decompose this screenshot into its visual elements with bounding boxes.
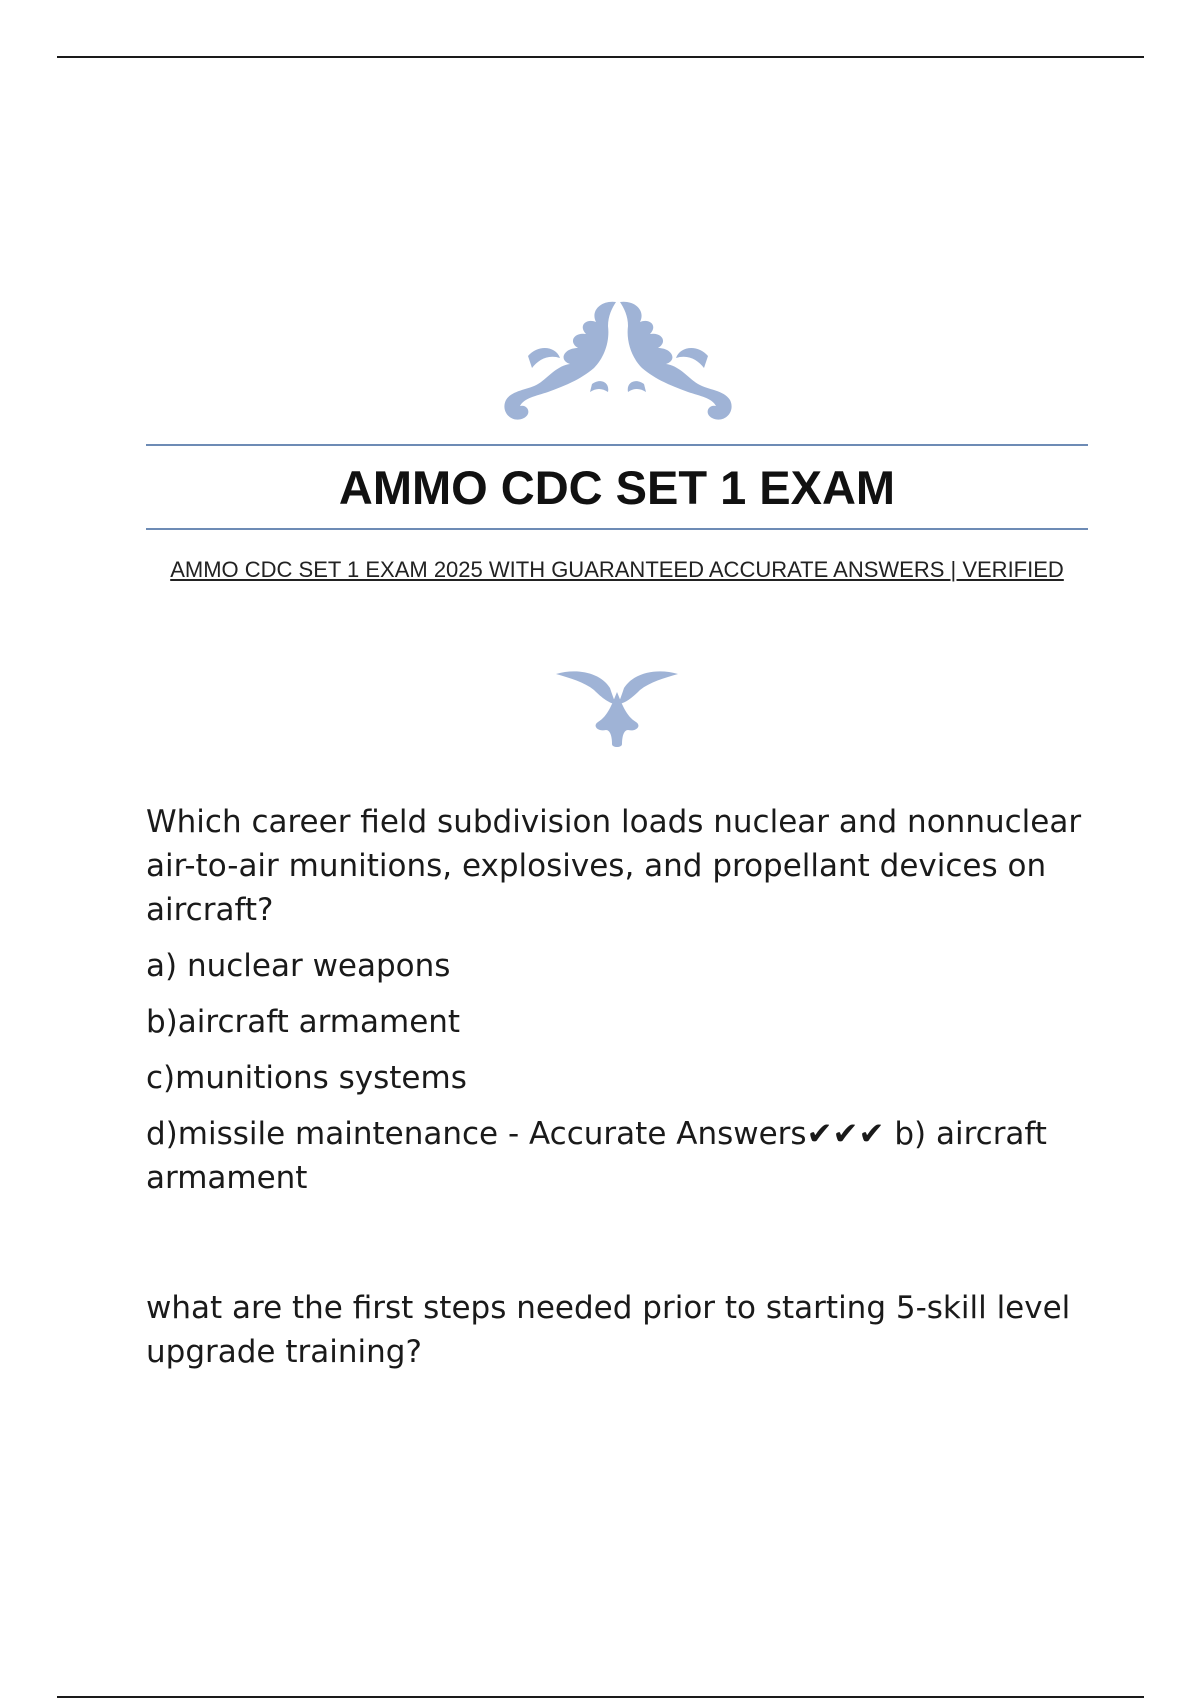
bottom-border-line [57, 1696, 1144, 1698]
question-block-2 [146, 1286, 1106, 1374]
floral-flourish-icon [498, 296, 738, 426]
page-subtitle: AMMO CDC SET 1 EXAM 2025 WITH GUARANTEED ACCURATE ANSWERS | VERIFIED [170, 557, 1064, 582]
answer-option-c: c)munitions systems [146, 1060, 467, 1096]
answer-option-d: d)missile maintenance - Accurate Answers✔✔✔ b) aircraft armament [146, 1116, 1047, 1196]
question-block-1 [146, 800, 1106, 1200]
title-rule-bottom [146, 528, 1088, 530]
answer-option-a: a) nuclear weapons [146, 948, 451, 984]
question-text: what are the first steps needed prior to starting 5-skill level upgrade training? [146, 1290, 1071, 1370]
page-title: AMMO CDC SET 1 EXAM [338, 461, 896, 514]
top-border-line [57, 56, 1144, 58]
fleuron-divider-icon [552, 664, 682, 750]
question-text: Which career field subdivision loads nuclear and nonnuclear air-to-air munitions, explosives, and propellant devices on aircraft? [146, 804, 1082, 928]
answer-option-b: b)aircraft armament [146, 1004, 461, 1040]
title-rule-top [146, 444, 1088, 446]
